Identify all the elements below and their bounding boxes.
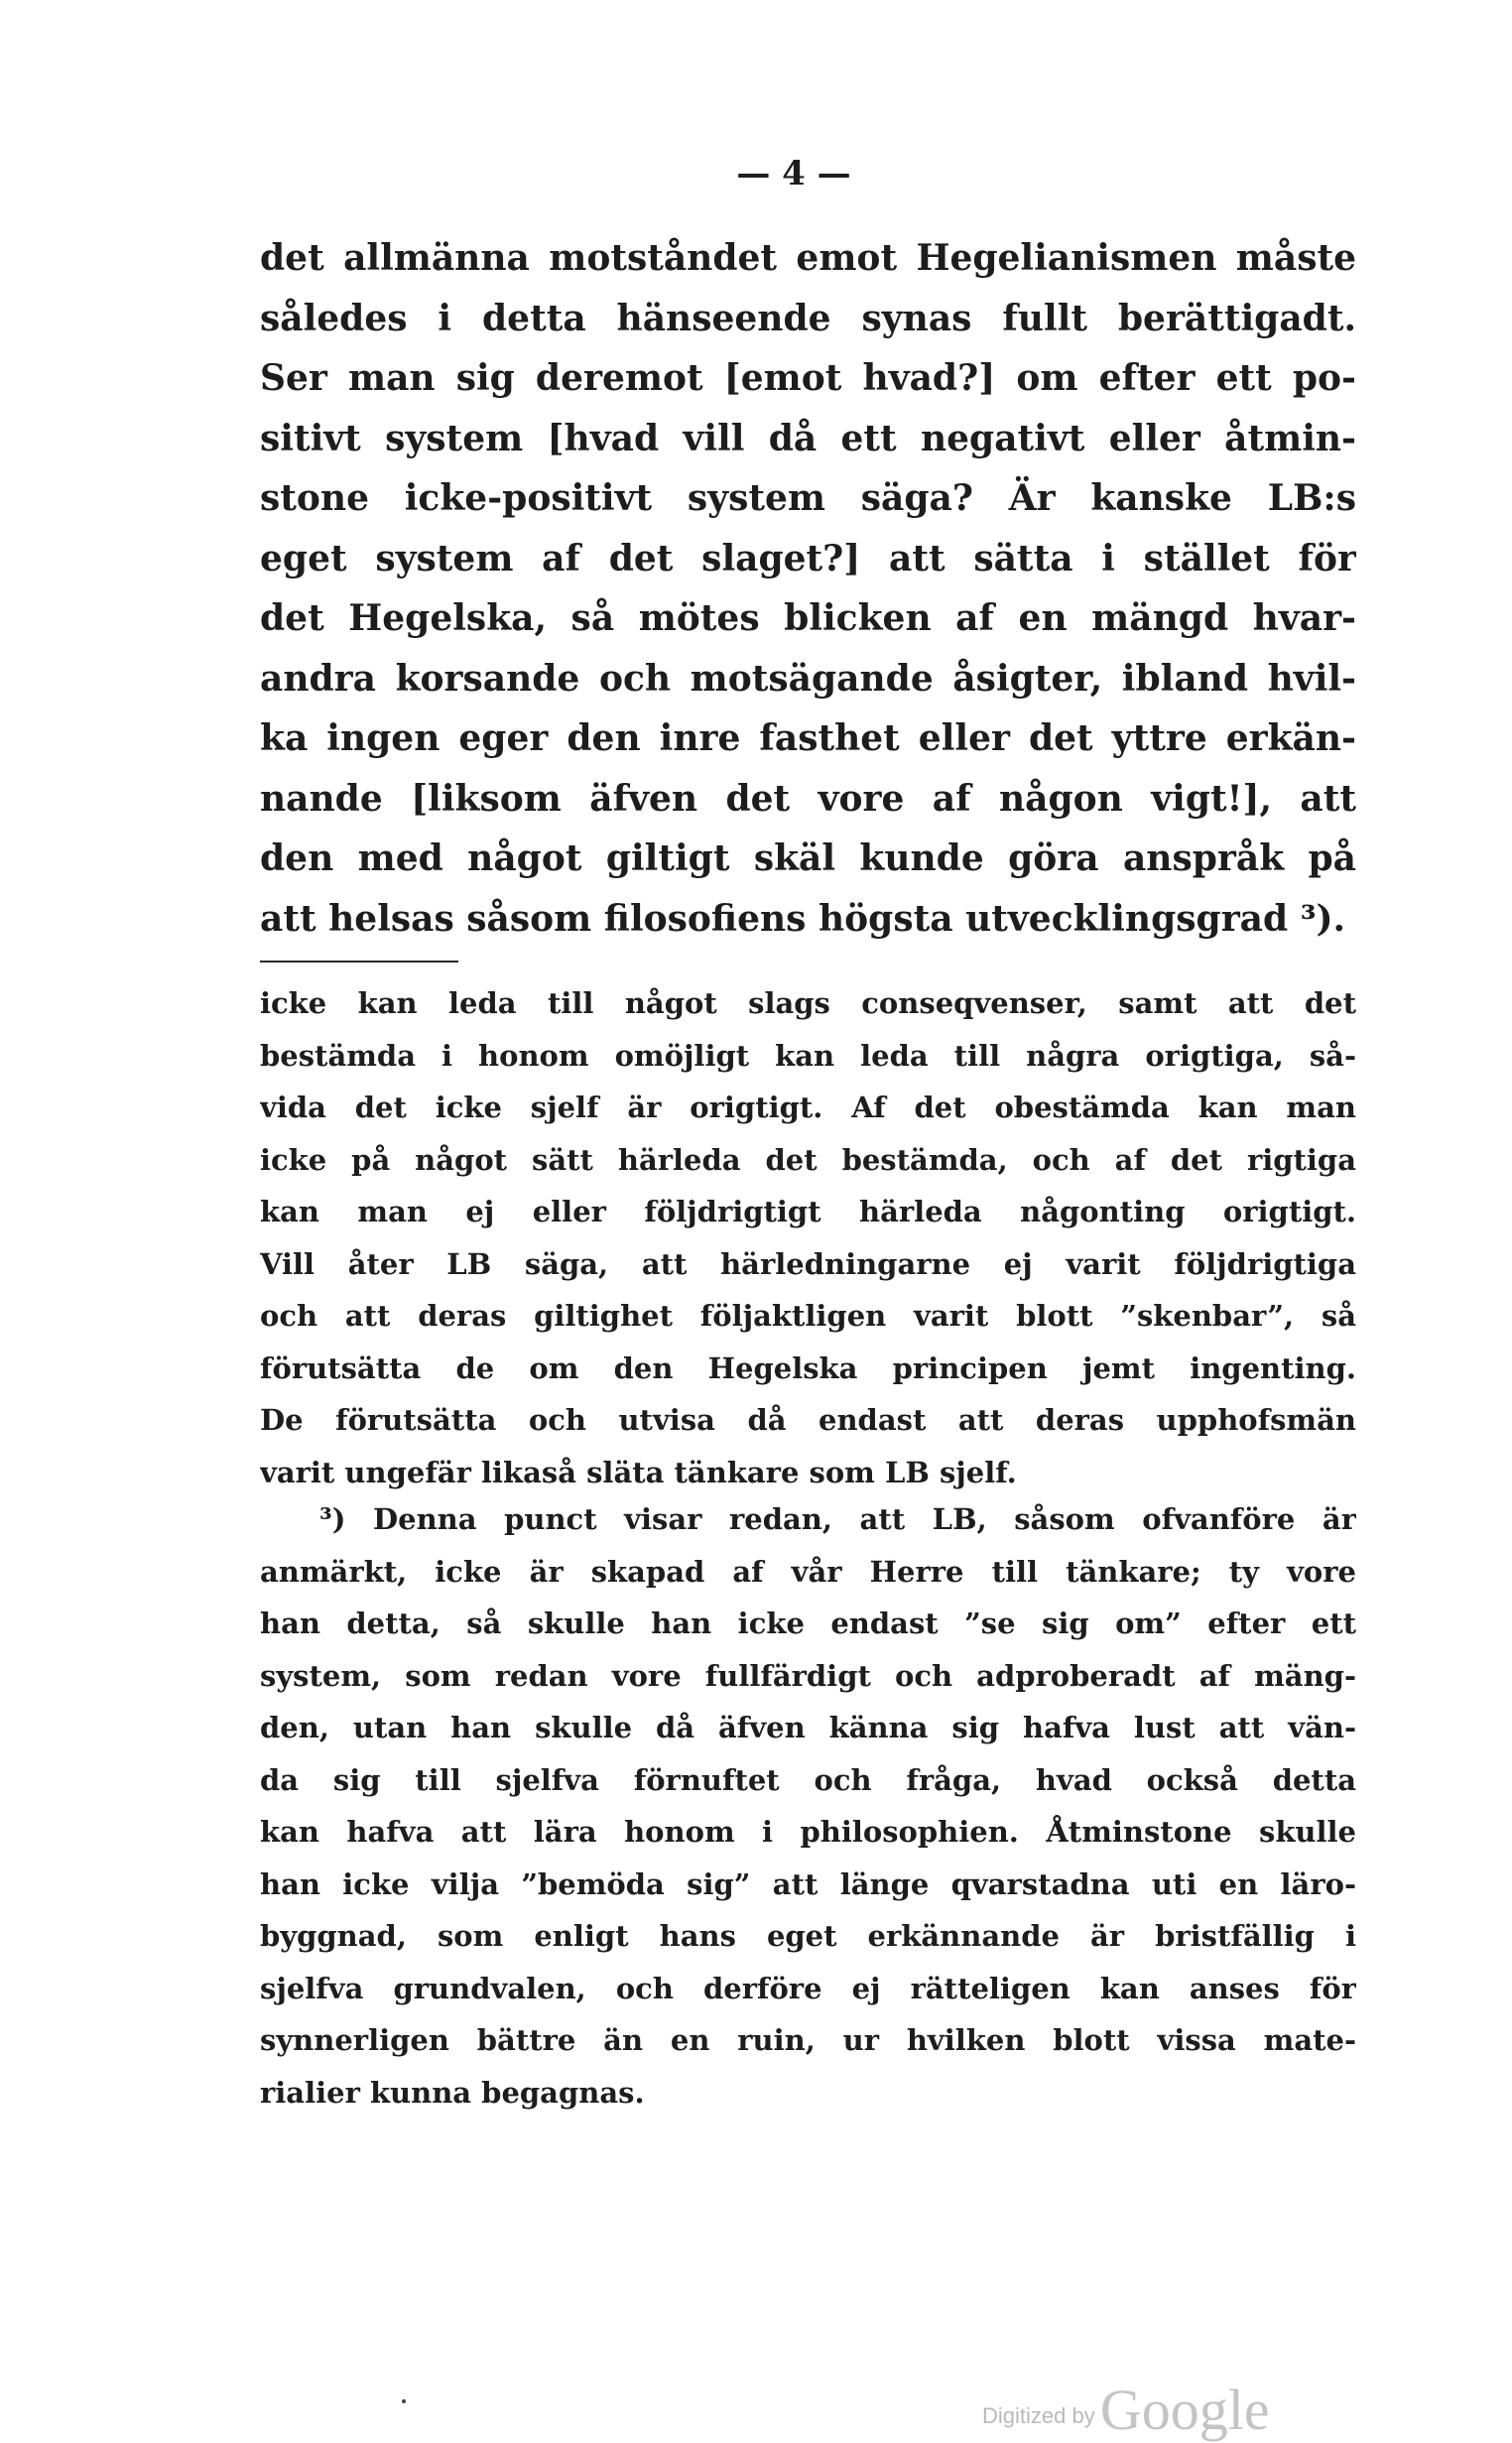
- footnote-line: anmärkt, icke är skapad af vår Herre till tänkare; ty vore: [260, 1554, 1356, 1589]
- footnote-line: system, som redan vore fullfärdigt och adproberadt af mäng-: [260, 1658, 1356, 1693]
- speck-mark: [402, 2399, 406, 2403]
- footnote-line: icke kan leda till något slags conseqvenser, samt att det: [260, 986, 1356, 1020]
- digitized-watermark: [982, 2377, 1270, 2443]
- footnote-separator: [260, 961, 458, 963]
- footnote-line: da sig till sjelfva förnuftet och fråga, hvad också detta: [260, 1762, 1356, 1797]
- footnote-line: den, utan han skulle då äfven känna sig hafva lust att vän-: [260, 1711, 1356, 1744]
- footnote-line: synnerligen bättre än en ruin, ur hvilken blott vissa mate-: [260, 2023, 1356, 2057]
- footnote-continued: [260, 977, 1356, 1498]
- footnote-line: varit ungefär likaså släta tänkare som LB sjelf.: [260, 1455, 1017, 1489]
- text-line: nande [liksom äfven det vore af någon vigt!], att: [260, 777, 1356, 820]
- footnote-line: bestämda i honom omöjligt kan leda till några origtiga, så-: [260, 1038, 1356, 1073]
- text-line: sitivt system [hvad vill då ett negativt eller åtmin-: [260, 417, 1356, 459]
- text-line: Ser man sig deremot [emot hvad?] om efter ett po-: [260, 357, 1356, 399]
- footnote-line: och att deras giltighet följaktligen varit blott ”skenbar”, så: [260, 1299, 1356, 1333]
- text-line: andra korsande och motsägande åsigter, ibland hvil-: [260, 657, 1356, 700]
- footnote-line: icke på något sätt härleda det bestämda, och af det rigtiga: [260, 1142, 1356, 1177]
- text-line: det allmänna motståndet emot Hegelianismen måste: [260, 237, 1356, 279]
- footnote-line: rialier kunna begagnas.: [260, 2075, 645, 2110]
- text-line: ka ingen eger den inre fasthet eller det yttre erkän-: [260, 717, 1356, 759]
- footnote-line: han detta, så skulle han icke endast ”se sig om” efter ett: [260, 1607, 1356, 1640]
- google-logo: Google: [1099, 2378, 1270, 2442]
- text-line: den med något giltigt skäl kunde göra anspråk på: [260, 837, 1356, 879]
- footnote-line: kan hafva att lära honom i philosophien. Åtminstone skulle: [260, 1815, 1356, 1849]
- footnote-line: byggnad, som enligt hans eget erkännande är bristfällig i: [260, 1919, 1356, 1953]
- footnote-line: sjelfva grundvalen, och derföre ej rätteligen kan anses för: [260, 1971, 1356, 2005]
- text-line: eget system af det slaget?] att sätta i stället för: [260, 537, 1356, 579]
- footnote-line: vida det icke sjelf är origtigt. Af det obestämda kan man: [260, 1091, 1356, 1124]
- footnote-line: Vill åter LB säga, att härledningarne ej varit följdrigtiga: [260, 1246, 1356, 1281]
- footnote-line: ³) Denna punct visar redan, att LB, såsom ofvanföre är: [319, 1502, 1356, 1536]
- footnote-line: han icke vilja ”bemöda sig” att länge qvarstadna uti en läro-: [260, 1866, 1356, 1901]
- footnote-line: kan man ej eller följdrigtigt härleda någonting origtigt.: [260, 1195, 1356, 1228]
- text-line: det Hegelska, så mötes blicken af en mängd hvar-: [260, 597, 1356, 639]
- footnote-line: De förutsätta och utvisa då endast att deras upphofsmän: [260, 1403, 1356, 1437]
- footnote-3: [260, 1493, 1356, 2119]
- watermark-prefix: Digitized by: [982, 2403, 1095, 2428]
- footnote-line: förutsätta de om den Hegelska principen jemt ingenting.: [260, 1350, 1356, 1385]
- text-line: stone icke-positivt system säga? Är kanske LB:s: [260, 477, 1356, 519]
- main-text: [260, 228, 1356, 949]
- text-line: att helsas såsom filosofiens högsta utvecklingsgrad ³).: [260, 897, 1346, 940]
- page-number: — 4 —: [736, 154, 851, 193]
- text-line: således i detta hänseende synas fullt berättigadt.: [260, 297, 1356, 339]
